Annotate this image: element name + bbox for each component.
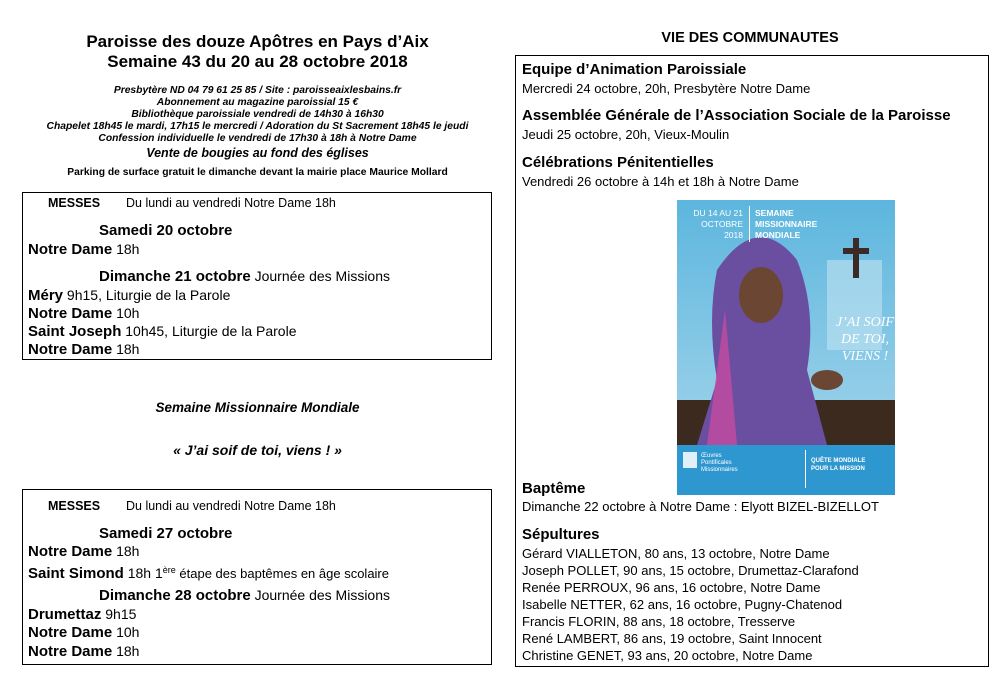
mass-detail: 10h45, Liturgie de la Parole (121, 323, 297, 339)
mass-line (28, 323, 296, 340)
step-number: 1 (154, 565, 163, 581)
baptism-detail: Dimanche 22 octobre à Notre Dame : Elyott BIZEL-BIZELLOT (522, 499, 879, 514)
saturday-title: Samedi 20 octobre (99, 222, 233, 239)
sunday-line (99, 587, 390, 604)
mass-detail: 18h (112, 643, 140, 659)
poster-dates-3: 2018 (724, 230, 743, 240)
parish-title: Paroisse des douze Apôtres en Pays d’Aix (86, 32, 429, 51)
poster-footer-divider (805, 450, 806, 488)
poster-heading-2: MISSIONNAIRE (755, 219, 818, 229)
sunday-title: Dimanche 28 octobre (99, 587, 251, 604)
mass-place: Notre Dame (28, 241, 113, 258)
masses-label: MESSES (48, 196, 101, 210)
step-suffix: ère (162, 565, 176, 575)
funeral-item: René LAMBERT, 86 ans, 19 octobre, Saint Innocent (522, 631, 822, 646)
poster-quete-1: QUÊTE MONDIALE (811, 458, 866, 464)
info-confession: Confession individuelle le vendredi de 17h30 à 18h à Notre Dame (98, 133, 417, 144)
masses-label: MESSES (48, 499, 101, 513)
mass-line (28, 543, 139, 560)
mass-time: 18h (123, 565, 155, 581)
funeral-item: Renée PERROUX, 96 ans, 16 octobre, Notre Dame (522, 580, 821, 595)
mission-quote: « J’ai soif de toi, viens ! » (173, 442, 342, 458)
poster-quete-2: POUR LA MISSION (811, 466, 865, 472)
poster-dates-1: DU 14 AU 21 (693, 208, 743, 218)
masses-box-week-1 (22, 192, 492, 360)
mass-detail: 9h15 (101, 606, 137, 622)
mass-line (28, 341, 139, 358)
weekday-masses: Du lundi au vendredi Notre Dame 18h (126, 499, 336, 513)
saturday-title: Samedi 27 octobre (99, 525, 233, 542)
mass-place: Notre Dame (28, 305, 113, 322)
step-detail: étape des baptêmes en âge scolaire (175, 566, 389, 581)
info-candles: Vente de bougies au fond des églises (146, 146, 369, 160)
mass-place: Notre Dame (28, 643, 113, 660)
funerals-title: Sépultures (522, 526, 600, 543)
mass-line (28, 287, 230, 304)
event-detail: Jeudi 25 octobre, 20h, Vieux-Moulin (522, 127, 730, 142)
funeral-item: Gérard VIALLETON, 80 ans, 13 octobre, Notre Dame (522, 546, 830, 561)
mass-detail: 18h (112, 543, 140, 559)
baptism-step-line (28, 562, 389, 582)
poster-divider (749, 206, 750, 242)
event-detail: Vendredi 26 octobre à 14h et 18h à Notre Dame (522, 174, 799, 189)
event-title: Equipe d’Animation Paroissiale (522, 61, 747, 78)
sunday-note: Journée des Missions (250, 268, 391, 284)
info-presbytery: Presbytère ND 04 79 61 25 85 / Site : paroisseaixlesbains.fr (113, 85, 402, 96)
mass-detail: 18h (112, 241, 140, 257)
mass-place: Notre Dame (28, 543, 113, 560)
mass-place: Notre Dame (28, 624, 113, 641)
poster-dates-2: OCTOBRE (701, 219, 743, 229)
info-magazine: Abonnement au magazine paroissial 15 € (156, 97, 359, 108)
mass-detail: 9h15, Liturgie de la Parole (63, 287, 231, 303)
sunday-note: Journée des Missions (250, 587, 391, 603)
mass-line (28, 624, 139, 641)
poster-illustration (677, 200, 895, 495)
info-parking: Parking de surface gratuit le dimanche devant la mairie place Maurice Mollard (67, 167, 448, 178)
poster-heading-3: MONDIALE (755, 230, 801, 240)
mission-week-poster (677, 200, 895, 495)
poster-org-2: Pontificales (701, 460, 732, 466)
sunday-line (99, 268, 390, 285)
event-title: Assemblée Générale de l’Association Sociale de la Paroisse (522, 107, 951, 124)
poster-logo-icon (683, 452, 697, 468)
hands-shape (811, 370, 843, 390)
event-title: Célébrations Pénitentielles (522, 154, 714, 171)
poster-heading-1: SEMAINE (755, 208, 794, 218)
poster-slogan-1: J’AI SOIF (836, 315, 894, 330)
funeral-item: Francis FLORIN, 88 ans, 18 octobre, Tresserve (522, 614, 796, 629)
mass-line (28, 643, 139, 660)
info-chapelet: Chapelet 18h45 le mardi, 17h15 le mercredi / Adoration du St Sacrement 18h45 le jeudi (46, 121, 469, 132)
mission-week-title: Semaine Missionnaire Mondiale (155, 400, 360, 415)
funeral-item: Isabelle NETTER, 62 ans, 16 octobre, Pugny-Chatenod (522, 597, 843, 612)
mass-detail: 10h (112, 305, 140, 321)
week-title: Semaine 43 du 20 au 28 octobre 2018 (107, 52, 408, 71)
communities-title: VIE DES COMMUNAUTES (661, 30, 839, 46)
event-detail: Mercredi 24 octobre, 20h, Presbytère Notre Dame (522, 81, 811, 96)
face-shape (739, 267, 783, 323)
masses-box-week-2 (22, 489, 492, 665)
info-library: Bibliothèque paroissiale vendredi de 14h30 à 16h30 (131, 109, 384, 120)
mass-line (28, 241, 139, 258)
poster-org-1: Œuvres (701, 453, 722, 459)
baptism-title: Baptême (522, 480, 586, 497)
mass-line (28, 606, 136, 623)
cross-icon (853, 238, 859, 278)
masses-header (28, 195, 336, 212)
mass-detail: 10h (112, 624, 140, 640)
weekday-masses: Du lundi au vendredi Notre Dame 18h (126, 196, 336, 210)
cross-bar (843, 248, 869, 254)
poster-org-3: Missionnaires (701, 467, 738, 473)
poster-slogan-3: VIENS ! (841, 349, 889, 364)
funeral-item: Christine GENET, 93 ans, 20 octobre, Notre Dame (522, 648, 813, 663)
mass-place: Saint Joseph (28, 323, 122, 340)
mass-place: Drumettaz (28, 606, 102, 623)
mass-line (28, 305, 139, 322)
mass-place: Saint Simond (28, 565, 124, 582)
mass-detail: 18h (112, 341, 140, 357)
funeral-item: Joseph POLLET, 90 ans, 15 octobre, Drumettaz-Clarafond (522, 563, 859, 578)
poster-slogan-2: DE TOI, (841, 332, 889, 347)
mass-place: Notre Dame (28, 341, 113, 358)
masses-header (28, 498, 336, 515)
sunday-title: Dimanche 21 octobre (99, 268, 251, 285)
mass-place: Méry (28, 287, 64, 304)
